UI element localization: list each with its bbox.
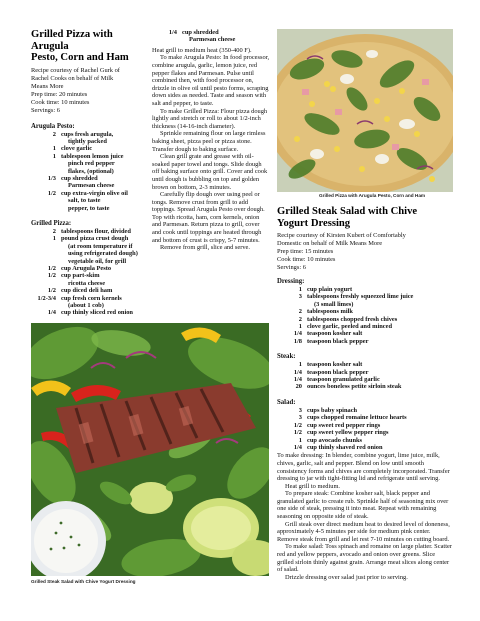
direction-paragraph: To prepare steak: Combine kosher salt, black pepper and granulated garlic to create rub. Sprinkle half of seasoning mix over one side of steak, pressing it into meat. Repeat with remaining seasoning on opposite side of steak.: [277, 490, 449, 521]
recipe1-courtesy: Rachel Cooks on behalf of Milk: [31, 74, 114, 82]
ingredient-row: [31, 235, 149, 265]
salad-photo: [31, 323, 269, 576]
ingredient-text: [307, 376, 453, 383]
ingredient-text: [307, 414, 453, 421]
ingredient-text: [61, 287, 149, 294]
recipe2-title-line1: Grilled Steak Salad with Chive: [277, 206, 418, 217]
ingredient-line: clove garlic, peeled and minced: [307, 323, 393, 331]
ingredient-row: [31, 153, 149, 175]
ingredient-line: cup sweet red pepper rings: [307, 421, 381, 429]
ingredient-line: teaspoon kosher salt: [307, 361, 363, 369]
ingredient-row: [31, 190, 149, 212]
ingredient-line: cup thinly shaved red onion: [307, 443, 383, 451]
ingredient-quantity: 20: [295, 383, 302, 391]
pesto-heading: Arugula Pesto:: [31, 122, 75, 130]
ingredient-line: cup shredded: [61, 174, 98, 182]
ingredient-row: [277, 376, 453, 383]
ingredient-text: [61, 153, 149, 175]
ingredient-line: pinch red pepper: [68, 160, 115, 168]
steak-ingredient-list: [277, 361, 453, 391]
ingredient-line: ounces boneless petite sirloin steak: [307, 383, 402, 391]
ingredient-line: tablespoons flour, divided: [61, 227, 131, 235]
ingredient-line: teaspoon kosher salt: [307, 330, 363, 338]
ingredient-row: [277, 414, 453, 421]
direction-paragraph: Heat grill to medium heat (350-400 F).: [152, 46, 252, 54]
ingredient-quantity: 1: [52, 235, 56, 243]
ingredient-text: [61, 228, 149, 235]
ingredient-line: salt, to taste: [68, 197, 101, 205]
ingredient-text: [307, 323, 453, 330]
ingredient-row: [31, 287, 149, 294]
ingredient-quantity: 3: [298, 414, 302, 422]
ingredient-quantity: 2: [298, 315, 302, 323]
pizza-heading: Grilled Pizza:: [31, 219, 72, 227]
ingredient-quantity: 1/4: [293, 376, 302, 384]
ingredient-line: tablespoons milk: [307, 308, 353, 316]
direction-paragraph: Heat grill to medium.: [285, 482, 341, 490]
ingredient-line: ricotta cheese: [68, 279, 106, 287]
direction-paragraph: To make Arugula Pesto: In food processor, combine arugula, garlic, lemon juice, red pepper flakes and Parmesan. Pulse until combined then, with food processor on, drizzle in olive oil until pesto forms, scraping down sides as needed. Taste and season with salt and pepper, to taste.: [152, 54, 270, 107]
recipe1-directions: [152, 47, 270, 252]
ingredient-line: cup plain yogurt: [307, 286, 353, 293]
recipe1-title-line1: Grilled Pizza with Arugula: [31, 29, 113, 52]
ingredient-row: [152, 29, 270, 44]
recipe2-courtesy: Domestic on behalf of Milk Means More: [277, 240, 383, 247]
recipe2-cook-time: Cook time: 10 minutes: [277, 256, 336, 263]
dressing-ingredient-list: [277, 286, 453, 345]
ingredient-quantity: 1/4: [168, 29, 177, 36]
ingredient-quantity: 1/4: [293, 330, 302, 338]
ingredient-row: [277, 338, 453, 345]
ingredient-text: [307, 330, 453, 337]
ingredient-line: teaspoon granulated garlic: [307, 376, 380, 384]
ingredient-line: cup thinly sliced red onion: [61, 309, 133, 317]
recipe2-title-line2: Yogurt Dressing: [277, 217, 351, 229]
ingredient-quantity: 1/2: [293, 429, 302, 437]
ingredient-text: [61, 272, 149, 287]
ingredient-line: tablespoons freshly squeezed lime juice: [307, 293, 414, 301]
ingredient-row: [31, 175, 149, 190]
ingredient-text: [307, 286, 453, 293]
ingredient-text: [61, 190, 149, 212]
ingredient-row: [277, 293, 453, 308]
ingredient-line: cups baby spinach: [307, 406, 358, 414]
ingredient-row: [277, 437, 453, 444]
pizza-photo-caption: Grilled Pizza with Arugula Pesto, Corn and Ham: [319, 193, 426, 198]
ingredient-quantity: 1: [298, 323, 302, 331]
ingredient-row: [277, 444, 453, 451]
recipe1-meta: [31, 67, 149, 115]
direction-paragraph: Sprinkle remaining flour on large rimless baking sheet, pizza peel or pizza stone. Transfer dough to baking surface.: [152, 130, 266, 153]
ingredient-row: [277, 369, 453, 376]
ingredient-text: [182, 29, 270, 44]
steak-heading: Steak:: [277, 353, 296, 361]
ingredient-line: clove garlic: [61, 145, 93, 153]
ingredient-row: [277, 422, 453, 429]
recipe1-title-line2: Pesto, Corn and Ham: [31, 52, 129, 63]
ingredient-line: cups fresh arugula,: [61, 130, 114, 138]
ingredient-line: cup extra-virgin olive oil: [61, 189, 128, 197]
recipe2-servings: Servings: 6: [277, 264, 306, 271]
direction-paragraph: Grill steak over direct medium heat to desired level of doneness, approximately 4-5 minutes per side for medium pink center. Remove steak from grill and let rest 7-10 minutes on cutting board.: [277, 520, 450, 543]
ingredient-quantity: 1: [298, 361, 302, 369]
ingredient-quantity: 1/3: [47, 174, 56, 182]
ingredient-row: [277, 330, 453, 337]
ingredient-quantity: 2: [52, 130, 56, 138]
recipe1-column: [31, 29, 149, 317]
ingredient-quantity: 1/4: [293, 443, 302, 451]
pizza-photo: [277, 29, 453, 192]
salad-heading: Salad:: [277, 398, 296, 406]
recipe1-directions-column: [152, 29, 270, 252]
recipe2-directions: [277, 452, 453, 581]
pizza-ingredient-list: [31, 228, 149, 317]
ingredient-line: vegetable oil, for grill: [68, 257, 127, 265]
recipe1-courtesy: Means More: [31, 82, 64, 90]
direction-paragraph: Clean grill grate and grease with oil-soaked paper towel and tongs. Slide dough off baking surface onto grill. Cover and cook until dough is bubbling on top and golden brown on bottom, 2-3 minutes.: [152, 153, 268, 191]
ingredient-quantity: 3: [298, 406, 302, 414]
direction-paragraph: To make dressing: In blender, combine yogurt, lime juice, milk, chives, garlic, salt and pepper. Blend on low until smooth consistency forms and chives are completely incorporated. Transfer dressing to jar with tight-fitting lid and refrigerate until serving.: [277, 452, 450, 483]
ingredient-text: [307, 383, 453, 390]
ingredient-line: Parmesan cheese: [68, 182, 115, 190]
ingredient-quantity: 1: [298, 436, 302, 444]
ingredient-text: [307, 407, 453, 414]
recipe2-column: [277, 206, 453, 581]
ingredient-text: [307, 369, 453, 376]
ingredient-row: [31, 272, 149, 287]
ingredient-text: [307, 422, 453, 429]
ingredient-line: teaspoon black pepper: [307, 368, 369, 376]
ingredient-text: [307, 293, 453, 308]
ingredient-row: [31, 309, 149, 316]
ingredient-text: [307, 338, 453, 345]
ingredient-quantity: 1/2: [47, 189, 56, 197]
ingredient-row: [277, 316, 453, 323]
ingredient-quantity: 1: [52, 152, 56, 160]
ingredient-line: cup diced deli ham: [61, 287, 113, 295]
direction-paragraph: Remove from grill, slice and serve.: [160, 244, 250, 252]
ingredient-row: [277, 286, 453, 293]
ingredient-line: (3 small limes): [314, 300, 354, 308]
recipe1-courtesy: Recipe courtesy of Rachel Gurk of: [31, 66, 120, 74]
ingredient-line: using refrigerated dough): [68, 250, 138, 258]
ingredient-line: pepper, to taste: [68, 204, 110, 212]
ingredient-line: cup part-skim: [61, 272, 100, 280]
ingredient-line: pound pizza crust dough: [61, 235, 129, 243]
ingredient-quantity: 3: [298, 293, 302, 301]
ingredient-line: flakes, (optional): [68, 167, 114, 175]
ingredient-text: [307, 444, 453, 451]
recipe1-servings: Servings: 6: [31, 106, 60, 114]
salad-photo-caption: Grilled Steak Salad with Chive Yogurt Dressing: [31, 579, 136, 584]
recipe2-prep-time: Prep time: 15 minutes: [277, 248, 334, 255]
ingredient-text: [61, 295, 149, 310]
ingredient-text: [61, 309, 149, 316]
ingredient-line: tightly packed: [68, 137, 107, 145]
ingredient-line: cups chopped romaine lettuce hearts: [307, 414, 407, 422]
ingredient-line: (about 1 cob): [68, 302, 104, 310]
ingredient-quantity: 1/2-3/4: [37, 294, 56, 302]
ingredient-line: cup shredded: [182, 29, 219, 36]
ingredient-line: cup sweet yellow pepper rings: [307, 429, 389, 437]
ingredient-row: [31, 265, 149, 272]
ingredient-line: cup fresh corn kernels: [61, 294, 122, 302]
direction-paragraph: To make salad: Toss spinach and romaine on large platter. Scatter red and yellow peppers, avocado and onion over greens. Slice grilled sirloin thinly against grain. Arrange meat slices along center of salad.: [277, 543, 452, 574]
ingredient-row: [277, 308, 453, 315]
ingredient-line: cup Arugula Pesto: [61, 265, 112, 272]
ingredient-line: (at room temperature if: [68, 242, 133, 250]
ingredient-text: [61, 131, 149, 146]
ingredient-text: [307, 316, 453, 323]
direction-paragraph: Carefully flip dough over using peel or tongs. Remove crust from grill to add toppings. Spread Arugula Pesto over dough. Top with ricotta, ham, corn kernels, onion and Parmesan. Return pizza to grill, cover and cook until toppings are heated through and bottom of crust is crispy, 5-7 minutes.: [152, 191, 265, 244]
recipe2-meta: [277, 232, 453, 272]
ingredient-row: [277, 323, 453, 330]
ingredient-row: [31, 228, 149, 235]
ingredient-quantity: 1/2: [47, 287, 56, 295]
ingredient-quantity: 1: [298, 286, 302, 293]
ingredient-quantity: 1/4: [293, 368, 302, 376]
ingredient-row: [277, 407, 453, 414]
ingredient-line: tablespoons chopped fresh chives: [307, 315, 398, 323]
parmesan-ingredient: [152, 29, 270, 44]
ingredient-text: [61, 265, 149, 272]
ingredient-quantity: 1/8: [293, 337, 302, 345]
ingredient-quantity: 1/2: [47, 265, 56, 272]
salad-ingredient-list: [277, 407, 453, 451]
ingredient-quantity: 1: [52, 145, 56, 153]
recipe1-title: [31, 29, 149, 64]
ingredient-line: teaspoon black pepper: [307, 337, 369, 345]
recipe2-title: [277, 206, 453, 229]
dressing-heading: Dressing:: [277, 278, 305, 285]
ingredient-text: [307, 429, 453, 436]
ingredient-quantity: 1/2: [47, 272, 56, 280]
ingredient-line: Parmesan cheese: [189, 36, 236, 44]
salad-image: [31, 323, 269, 576]
direction-paragraph: Drizzle dressing over salad just prior to serving.: [285, 573, 408, 581]
recipe1-prep-time: Prep time: 20 minutes: [31, 90, 88, 98]
ingredient-text: [61, 235, 149, 265]
ingredient-text: [307, 361, 453, 368]
ingredient-row: [31, 295, 149, 310]
ingredient-quantity: 2: [298, 308, 302, 316]
ingredient-line: tablespoon lemon juice: [61, 152, 124, 160]
recipe1-cook-time: Cook time: 10 minutes: [31, 98, 90, 106]
ingredient-row: [277, 429, 453, 436]
ingredient-text: [61, 145, 149, 152]
recipe2-courtesy: Recipe courtesy of Kirsten Kubert of Comfortably: [277, 232, 406, 239]
ingredient-row: [277, 361, 453, 368]
direction-paragraph: To make Grilled Pizza: Flour pizza dough lightly and stretch or roll to about 1/2-inch thickness (14-16-inch diameter).: [152, 107, 268, 130]
pizza-image: [277, 29, 453, 192]
ingredient-line: cup avocado chunks: [307, 436, 363, 444]
ingredient-text: [307, 437, 453, 444]
ingredient-row: [31, 145, 149, 152]
ingredient-quantity: 2: [52, 227, 56, 235]
ingredient-text: [61, 175, 149, 190]
pesto-ingredient-list: [31, 131, 149, 212]
ingredient-text: [307, 308, 453, 315]
ingredient-quantity: 1/4: [47, 309, 56, 317]
ingredient-quantity: 1/2: [293, 421, 302, 429]
ingredient-row: [31, 131, 149, 146]
ingredient-row: [277, 383, 453, 390]
